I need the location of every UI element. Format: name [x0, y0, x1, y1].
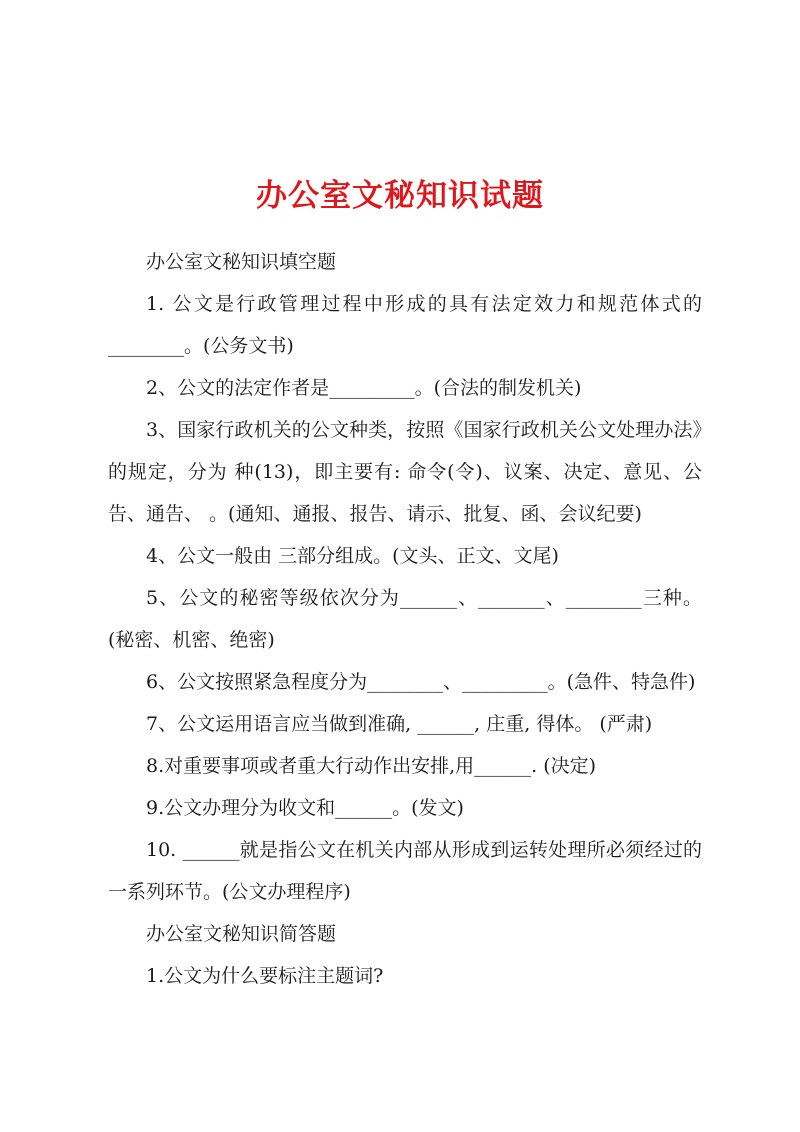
question-1: 1. 公文是行政管理过程中形成的具有法定效力和规范体式的________。(公务文书) [108, 293, 702, 357]
question-6: 6、公文按照紧急程度分为________、_________。(急件、特急件) [146, 671, 696, 693]
document-title: 办公室文秘知识试题 [256, 178, 544, 214]
section-heading-short-answer: 办公室文秘知识简答题 [146, 923, 337, 945]
question-10: 10. ______就是指公文在机关内部从形成到运转处理所必须经过的一系列环节。(公文办理程序) [108, 839, 702, 903]
question-8: 8.对重要事项或者重大行动作出安排,用______. (决定) [146, 755, 597, 777]
question-4: 4、公文一般由 三部分组成。(文头、正文、文尾) [146, 545, 559, 567]
question-2: 2、公文的法定作者是_________。(合法的制发机关) [146, 377, 582, 399]
section-heading-fill-in: 办公室文秘知识填空题 [146, 251, 337, 273]
document-body [108, 241, 702, 997]
question-3: 3、国家行政机关的公文种类，按照《国家行政机关公文处理办法》的规定，分为 种(13)，即主要有: 命令(令)、议案、决定、意见、公告、通告、 。(通知、通报、报告、请示、批复、函、会议纪要) [108, 419, 702, 525]
question-5: 5、公文的秘密等级依次分为______、_______、________三种。(秘密、机密、绝密) [108, 587, 702, 651]
short-answer-question-1: 1.公文为什么要标注主题词? [146, 965, 384, 987]
question-9: 9.公文办理分为收文和______。(发文) [146, 797, 464, 819]
question-7: 7、公文运用语言应当做到准确, ______, 庄重, 得体。 (严肃) [146, 713, 653, 735]
